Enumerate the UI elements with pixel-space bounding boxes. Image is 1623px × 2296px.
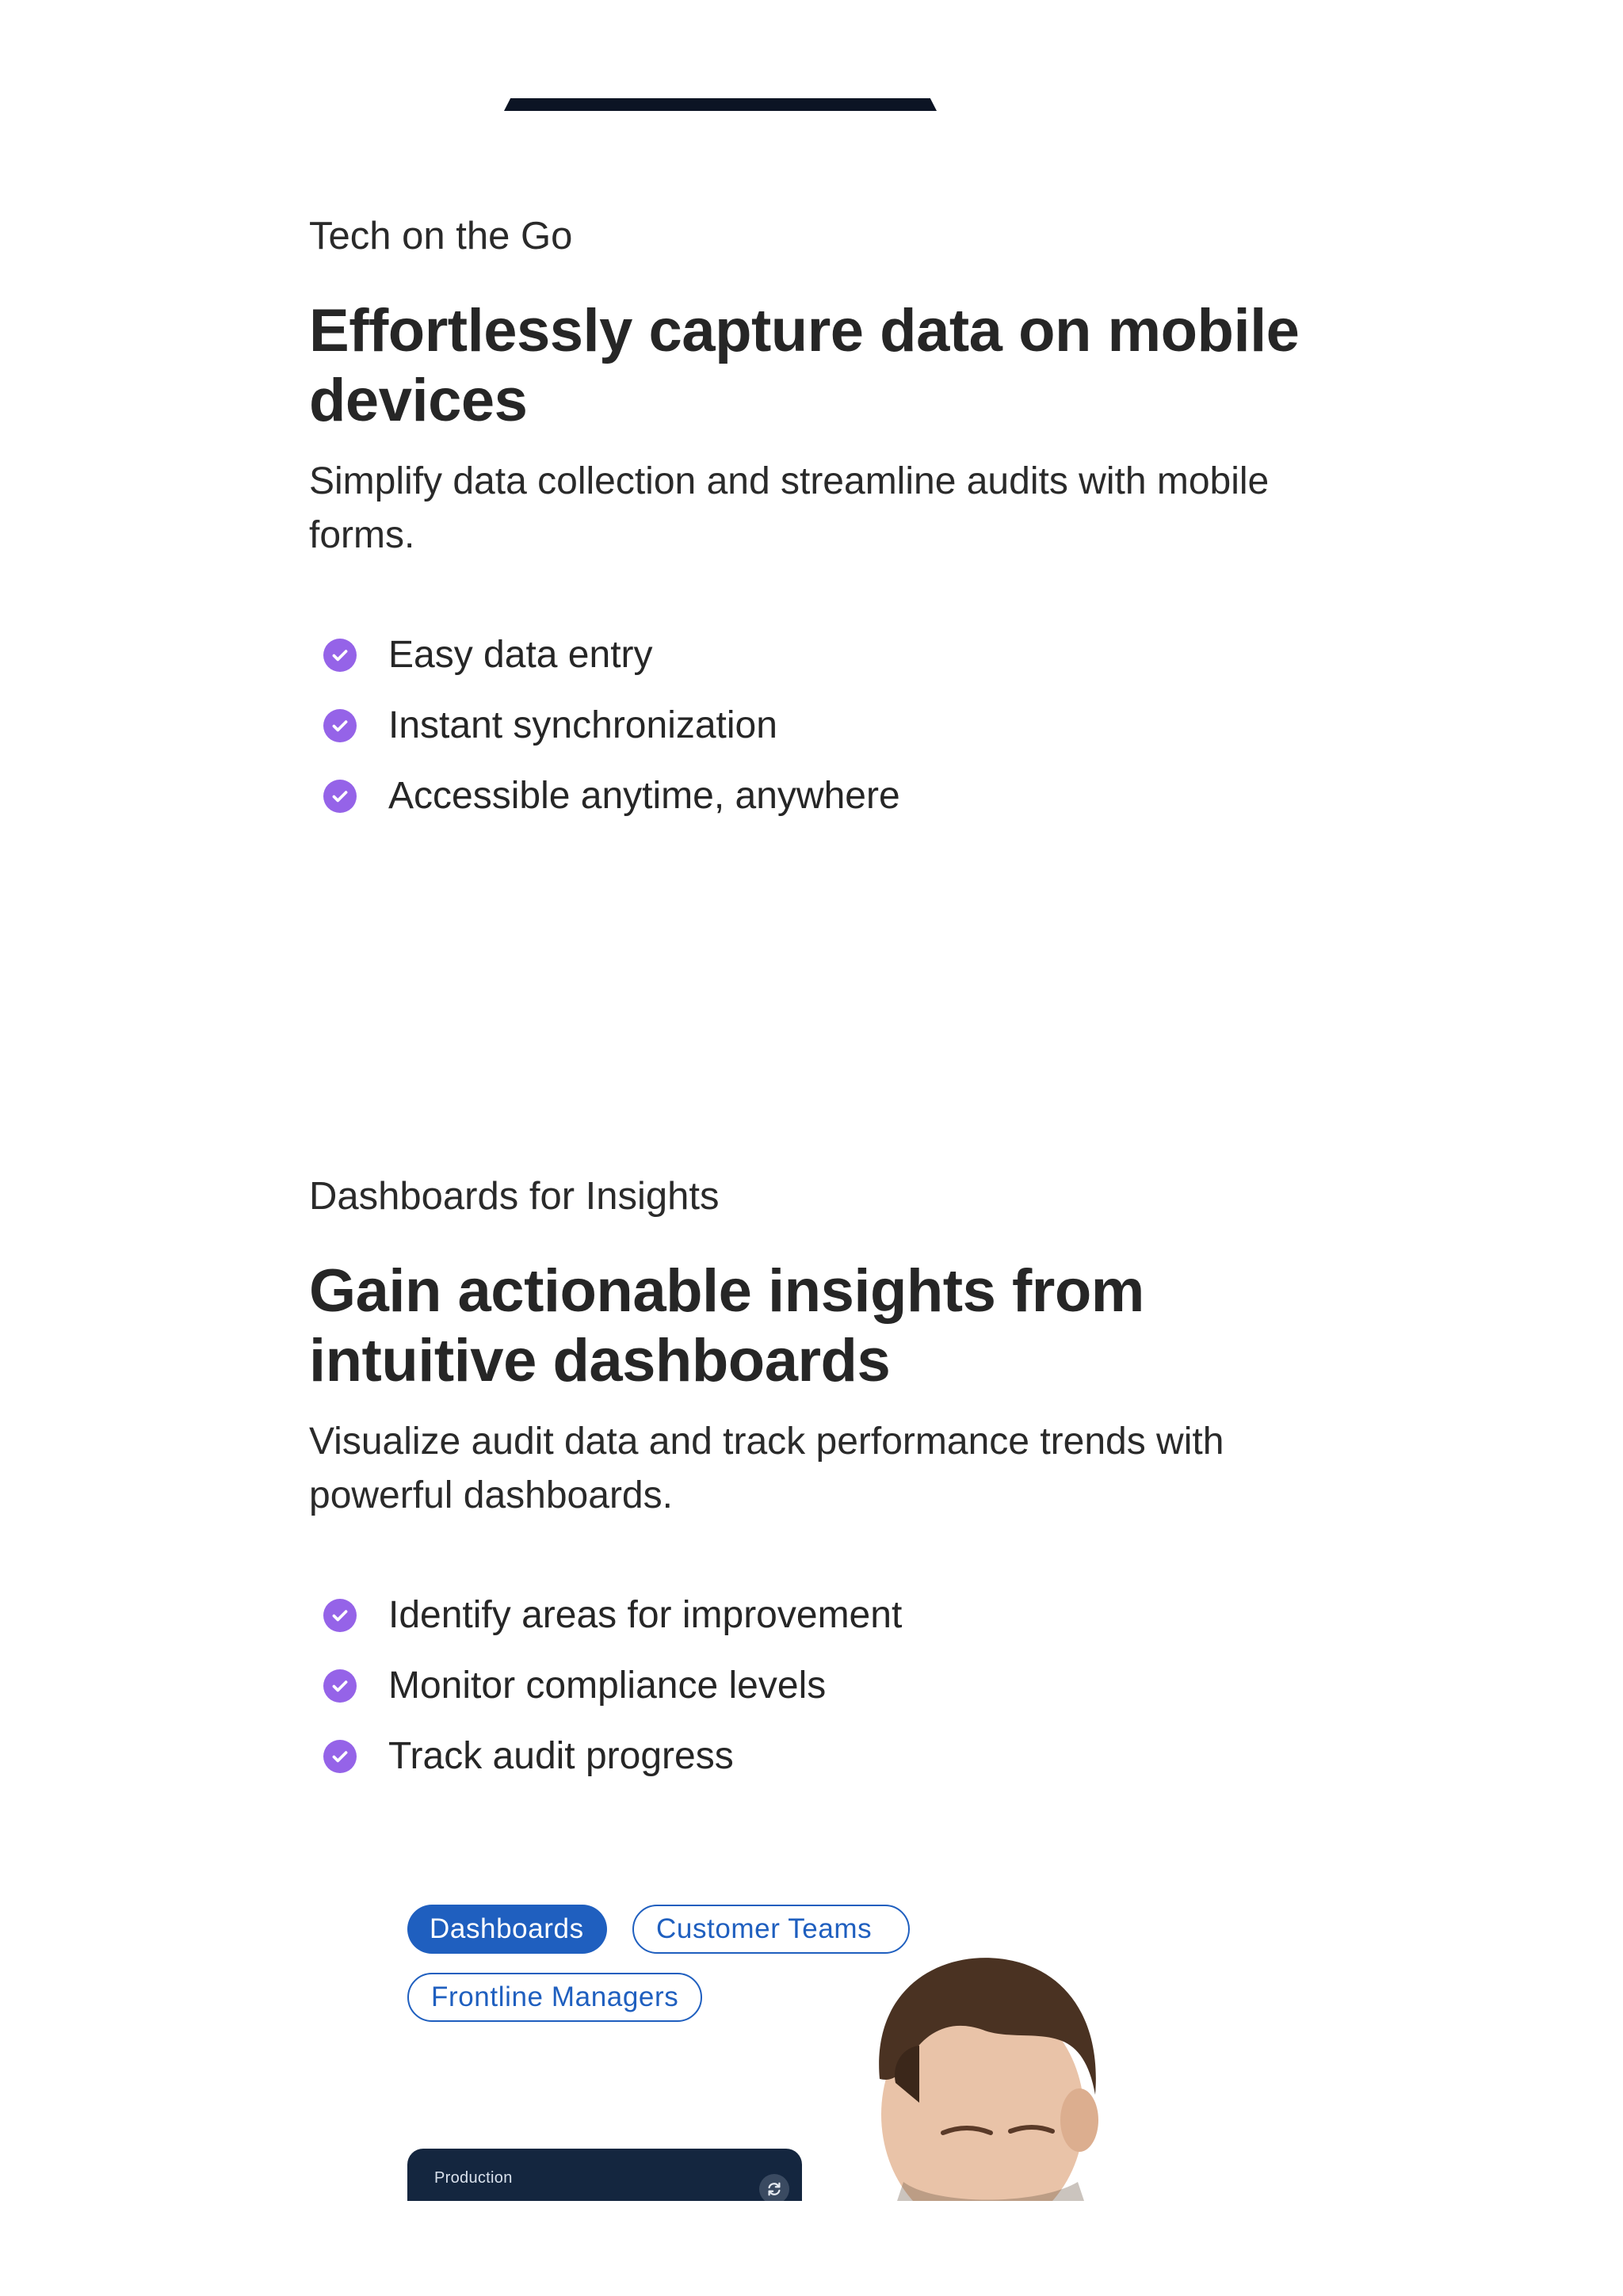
section-description: Simplify data collection and streamline audits with mobile forms. [309,460,1270,556]
dashboard-preview-card [407,2149,802,2201]
tab-dashboards[interactable]: Dashboards [407,1905,607,1954]
top-divider-bar [504,98,937,111]
feature-list-item [323,620,1371,690]
feature-list-item [323,761,1371,831]
section-description: Visualize audit data and track performance trends with powerful dashboards. [309,1421,1224,1516]
section-headline: Gain actionable insights from intuitive dashboards [309,1257,1144,1394]
tab-customer-teams[interactable]: Customer Teams [632,1905,910,1954]
section-headline: Effortlessly capture data on mobile devices [309,297,1300,434]
feature-section-mobile [309,212,1371,831]
feature-label: Track audit progress [388,1734,734,1777]
check-circle-icon [323,1669,357,1703]
feature-label: Easy data entry [388,633,653,676]
feature-list-item [323,1650,1371,1721]
feature-label: Identify areas for improvement [388,1593,903,1636]
check-circle-icon [323,639,357,672]
feature-list-item [323,1721,1371,1791]
feature-checklist [323,620,1371,831]
feature-label: Monitor compliance levels [388,1664,827,1707]
check-circle-icon [323,709,357,742]
check-circle-icon [323,780,357,813]
feature-label: Accessible anytime, anywhere [388,774,900,817]
feature-label: Instant synchronization [388,704,777,746]
check-circle-icon [323,1599,357,1632]
tab-frontline-managers[interactable]: Frontline Managers [407,1973,702,2022]
refresh-icon[interactable] [759,2174,789,2201]
check-circle-icon [323,1740,357,1773]
dashboard-showcase [404,1900,1117,2201]
section-eyebrow: Tech on the Go [309,215,573,257]
feature-list-item [323,1580,1371,1650]
feature-section-dashboards [309,1173,1371,1791]
feature-list-item [323,690,1371,761]
section-eyebrow: Dashboards for Insights [309,1175,720,1218]
card-title: Production [434,2169,513,2187]
feature-checklist [323,1580,1371,1791]
person-photo [848,1944,1109,2201]
